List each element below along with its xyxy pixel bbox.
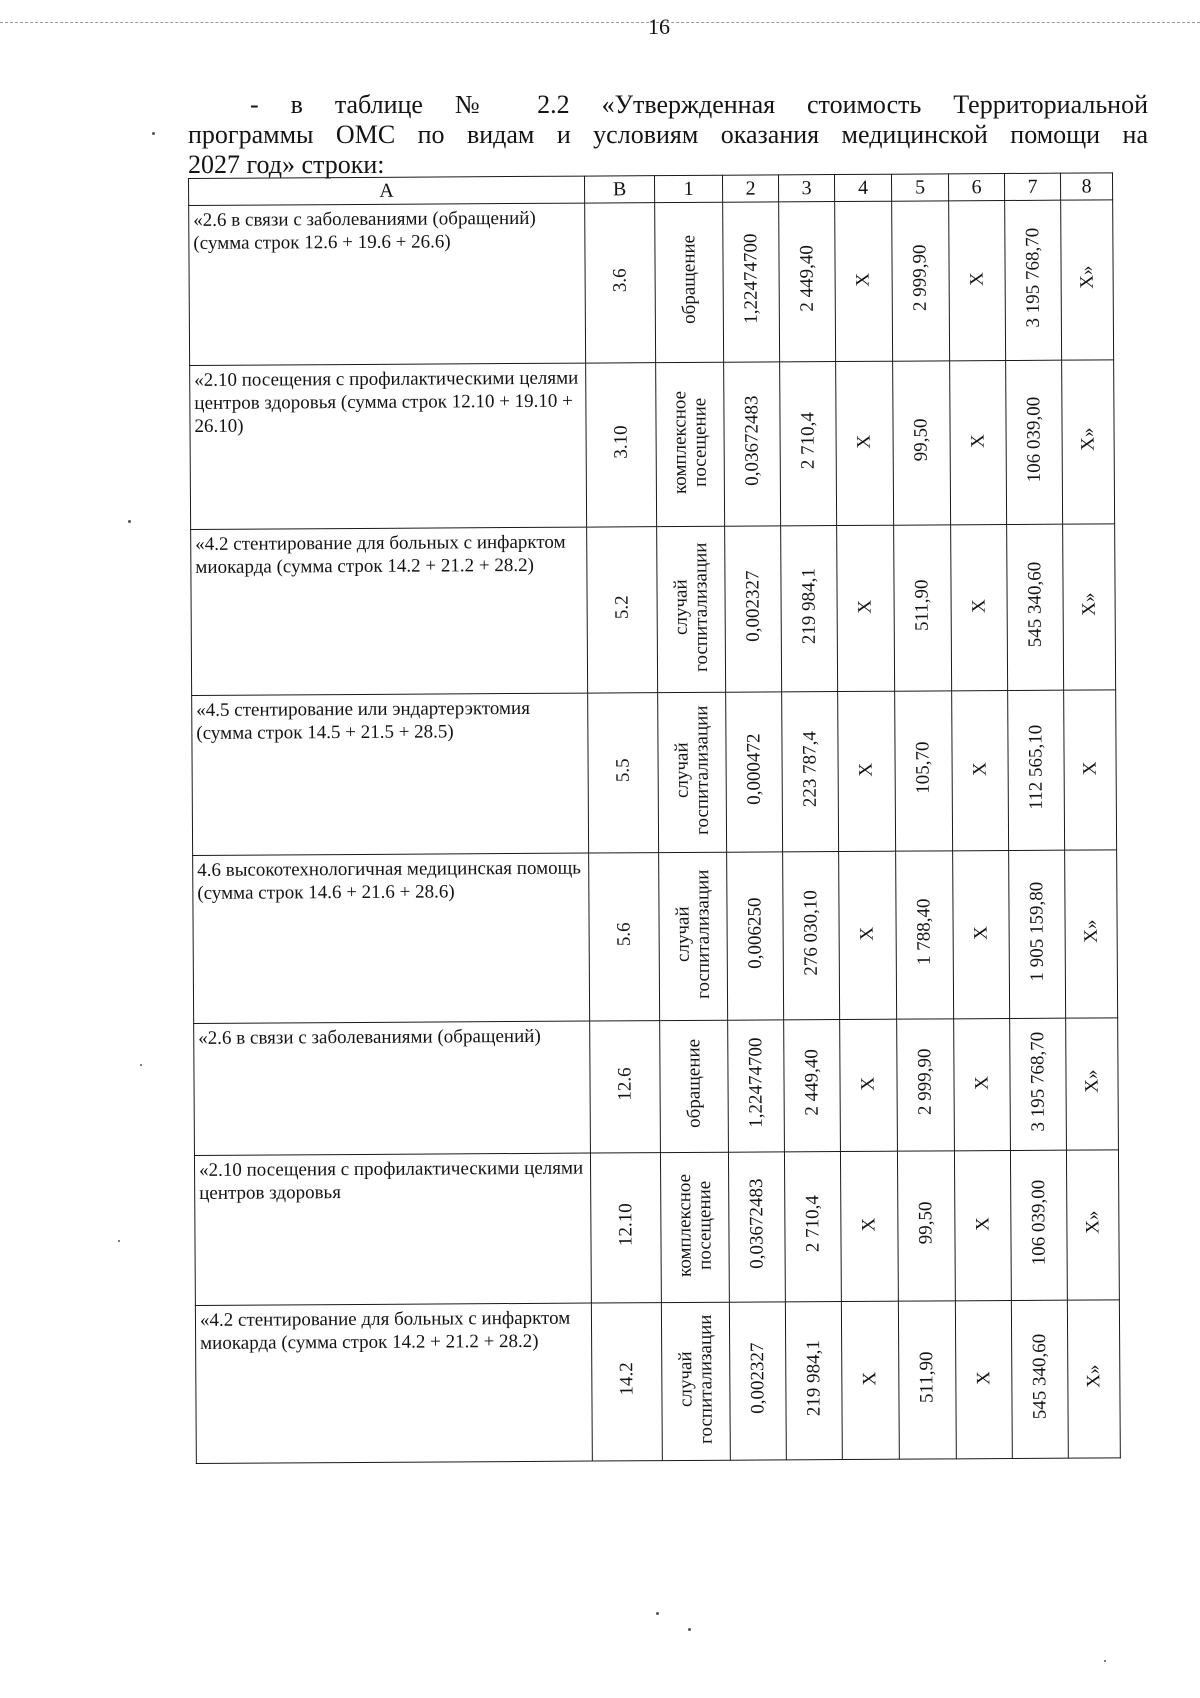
row-unit-cell — [660, 1152, 729, 1302]
row-unit: случай госпитализации — [671, 868, 714, 999]
row-value-cell — [727, 852, 784, 1020]
scan-speck — [140, 1064, 142, 1066]
table-row — [194, 1018, 1119, 1156]
row-value-cell — [838, 691, 896, 851]
row-value: 545 340,60 — [1028, 1333, 1051, 1420]
header-cell-2: 2 — [722, 175, 778, 202]
row-value-cell — [1067, 1300, 1120, 1458]
page-number: 16 — [648, 14, 670, 39]
row-code: 12.6 — [613, 1067, 636, 1101]
header-cell-b: В — [584, 176, 654, 203]
row-value-cell — [893, 361, 951, 525]
row-value: Х — [968, 598, 990, 613]
scan-speck — [152, 132, 155, 135]
row-value-cell — [896, 851, 954, 1019]
row-value: 0,000472 — [742, 733, 765, 805]
header-cell-7: 7 — [1004, 173, 1060, 200]
row-value-cell — [1007, 524, 1064, 690]
row-value-cell — [1010, 1018, 1067, 1150]
row-value-cell — [1011, 1300, 1068, 1458]
row-name: «2.10 посещения с профилактическими целями центров здоровья — [194, 1153, 591, 1305]
row-value: Х — [854, 599, 876, 614]
row-unit: случай госпитализации — [670, 704, 713, 835]
row-value: 2 710,4 — [796, 412, 819, 470]
row-value-cell — [954, 1018, 1011, 1150]
row-value: 0,002327 — [746, 1342, 769, 1414]
row-value: Х — [970, 925, 992, 940]
row-name: «2.6 в связи с заболеваниями (обращений) (сумма строк 12.6 + 19.6 + 26.6) — [189, 203, 586, 365]
row-value: 2 999,90 — [909, 244, 931, 312]
row-value-cell — [1010, 1150, 1067, 1300]
row-value: 545 340,60 — [1023, 561, 1046, 648]
row-value-cell — [783, 852, 840, 1020]
row-value-cell — [782, 692, 839, 852]
row-value: Х — [858, 1217, 880, 1232]
row-value-cell — [836, 361, 894, 525]
row-unit-cell — [656, 362, 725, 526]
row-value: 223 787,4 — [798, 730, 821, 807]
header-cell-1: 1 — [654, 175, 722, 202]
row-value-cell — [1064, 690, 1117, 850]
row-value: 1 905 159,80 — [1025, 881, 1048, 982]
row-value: Х — [971, 1075, 993, 1090]
row-value-cell — [840, 1151, 898, 1301]
row-code-cell — [588, 693, 659, 853]
row-value: Х — [855, 762, 877, 777]
row-value-cell — [835, 201, 893, 361]
row-value-cell — [1006, 360, 1063, 524]
table-row — [191, 524, 1116, 696]
row-unit-cell — [660, 1020, 729, 1152]
row-value: 219 984,1 — [797, 567, 820, 644]
intro-line-3: 2027 год» строки: — [188, 150, 385, 179]
row-value-cell — [779, 202, 836, 362]
row-value: 3 195 768,70 — [1026, 1031, 1049, 1132]
row-value-cell — [952, 691, 1009, 851]
row-value: 1,22474700 — [739, 233, 762, 325]
row-value-cell — [898, 1301, 956, 1459]
row-value-cell — [1066, 1018, 1119, 1150]
row-value-cell — [1061, 200, 1114, 360]
row-value: 511,90 — [911, 579, 933, 631]
row-code: 3.10 — [610, 425, 632, 459]
row-value: 106 039,00 — [1027, 1179, 1050, 1266]
row-value-cell — [892, 201, 950, 361]
row-code: 5.6 — [613, 921, 635, 946]
row-value-cell — [897, 1019, 955, 1151]
row-code-cell — [590, 1153, 661, 1303]
row-value: Х» — [1080, 1069, 1103, 1093]
row-unit: обращение — [677, 234, 700, 324]
row-value: 1 788,40 — [913, 898, 935, 966]
row-code-cell — [591, 1303, 662, 1461]
row-name: «4.2 стентирование для больных с инфарктом миокарда (сумма строк 14.2 + 21.2 + 28.2) — [195, 1303, 592, 1463]
row-code-cell — [586, 363, 657, 527]
table-row — [192, 690, 1117, 856]
row-value: 2 449,40 — [795, 245, 818, 313]
row-value-cell — [839, 851, 897, 1019]
row-value-cell — [950, 361, 1007, 525]
row-value: Х — [972, 1370, 994, 1385]
row-value: 106 039,00 — [1022, 396, 1045, 483]
row-value: Х — [856, 926, 878, 941]
row-value-cell — [781, 526, 838, 692]
row-value: Х — [969, 761, 991, 776]
row-value: Х» — [1082, 1364, 1104, 1388]
table-row — [189, 200, 1114, 366]
row-value-cell — [895, 691, 953, 851]
row-value-cell — [1063, 524, 1116, 690]
row-code-cell — [585, 203, 656, 363]
row-code: 14.2 — [615, 1362, 637, 1396]
row-code: 5.2 — [611, 594, 633, 619]
table-row — [190, 360, 1115, 530]
row-unit-cell — [661, 1302, 730, 1460]
scan-speck — [1104, 1660, 1106, 1662]
row-unit-cell — [658, 692, 727, 852]
row-value: Х» — [1076, 265, 1098, 289]
row-value: 276 030,10 — [799, 889, 822, 976]
row-value: 2 710,4 — [801, 1195, 824, 1253]
row-value: 0,002327 — [741, 570, 764, 642]
row-unit-cell — [657, 526, 726, 692]
row-value: Х — [853, 434, 875, 449]
row-value-cell — [949, 201, 1006, 361]
row-unit: комплексное посещение — [668, 389, 711, 494]
row-value: 511,90 — [916, 1351, 938, 1403]
header-cell-3: 3 — [778, 175, 834, 202]
row-value-cell — [953, 850, 1010, 1018]
row-value-cell — [723, 202, 780, 362]
table-row — [194, 1150, 1119, 1306]
row-unit: случай госпитализации — [674, 1313, 717, 1444]
row-value-cell — [728, 1020, 785, 1152]
row-value: Х — [967, 433, 989, 448]
intro-line-1: - в таблице № 2.2 «Утвержденная стоимость Территориальной — [250, 90, 1148, 119]
scan-top-rule — [0, 22, 1200, 23]
row-value: 3 195 768,70 — [1021, 227, 1044, 328]
row-value-cell — [894, 525, 952, 691]
row-value-cell — [784, 1020, 841, 1152]
row-value-cell — [955, 1300, 1012, 1458]
header-cell-4: 4 — [834, 174, 891, 201]
row-value-cell — [1062, 360, 1115, 524]
row-value: Х — [857, 1076, 879, 1091]
row-unit: комплексное посещение — [673, 1172, 716, 1277]
row-value: Х — [852, 272, 874, 287]
row-value: Х — [859, 1371, 881, 1386]
row-value: 2 449,40 — [800, 1049, 823, 1117]
row-value: 0,03672483 — [740, 395, 763, 487]
row-code-cell — [587, 527, 658, 693]
row-value-cell — [1065, 850, 1118, 1018]
row-value-cell — [951, 525, 1008, 691]
header-cell-5: 5 — [891, 174, 948, 201]
row-value: 2 999,90 — [914, 1048, 936, 1116]
row-value-cell — [1005, 200, 1062, 360]
row-value-cell — [840, 1019, 898, 1151]
row-value-cell — [1008, 690, 1065, 850]
row-name: «2.10 посещения с профилактическими целями центров здоровья (сумма строк 12.10 + 19.10 + 26.10) — [190, 363, 587, 529]
intro-line-2: программы ОМС по видам и условиям оказания медицинской помощи на — [188, 120, 1148, 149]
row-value: Х — [971, 1216, 993, 1231]
row-name: «4.5 стентирование или эндартерэктомия (сумма строк 14.5 + 21.5 + 28.5) — [192, 693, 589, 855]
row-value-cell — [897, 1151, 955, 1301]
row-value-cell — [728, 1152, 785, 1302]
row-value-cell — [1009, 850, 1066, 1018]
row-value: 99,50 — [915, 1201, 937, 1245]
table-row — [195, 1300, 1120, 1464]
header-cell-a: А — [189, 176, 585, 205]
row-value: 99,50 — [910, 418, 932, 462]
scan-speck — [688, 1628, 691, 1631]
row-value: Х» — [1081, 1210, 1103, 1234]
row-value-cell — [725, 526, 782, 692]
row-value-cell — [729, 1302, 786, 1460]
row-value-cell — [837, 525, 895, 691]
row-value: Х» — [1078, 592, 1100, 616]
row-unit-cell — [659, 852, 728, 1020]
row-code-cell — [589, 853, 660, 1021]
row-value-cell — [724, 362, 781, 526]
row-value-cell — [954, 1150, 1011, 1300]
row-value: Х — [1079, 761, 1101, 776]
row-code: 12.10 — [614, 1203, 637, 1247]
row-value-cell — [726, 692, 783, 852]
row-name: «2.6 в связи с заболеваниями (обращений) — [194, 1021, 591, 1155]
scan-speck — [128, 520, 131, 523]
table-row — [193, 850, 1118, 1024]
row-name: 4.6 высокотехнологичная медицинская помощь (сумма строк 14.6 + 21.6 + 28.6) — [193, 853, 590, 1023]
row-unit-cell — [655, 202, 724, 362]
row-unit: случай госпитализации — [669, 541, 712, 672]
row-value: 0,006250 — [743, 897, 766, 969]
header-cell-6: 6 — [948, 174, 1004, 201]
row-name: «4.2 стентирование для больных с инфарктом миокарда (сумма строк 14.2 + 21.2 + 28.2) — [191, 527, 588, 695]
intro-paragraph — [188, 90, 1148, 180]
row-value: Х» — [1077, 427, 1099, 451]
row-value: 1,22474700 — [744, 1037, 767, 1129]
row-unit: обращение — [682, 1038, 705, 1128]
row-value-cell — [841, 1301, 899, 1459]
header-cell-8: 8 — [1060, 173, 1112, 200]
row-code-cell — [590, 1021, 661, 1153]
cost-table — [188, 172, 1121, 1464]
row-value: Х» — [1080, 919, 1102, 943]
row-value-cell — [1066, 1150, 1119, 1300]
scan-speck — [118, 1240, 120, 1242]
row-code: 5.5 — [612, 757, 634, 782]
scan-speck — [656, 1612, 659, 1615]
row-code: 3.6 — [609, 267, 631, 292]
row-value: 219 984,1 — [802, 1339, 825, 1416]
row-value: 105,70 — [912, 741, 934, 795]
row-value: Х — [966, 271, 988, 286]
row-value-cell — [784, 1152, 841, 1302]
row-value: 112 565,10 — [1024, 724, 1047, 810]
row-value-cell — [780, 362, 837, 526]
row-value-cell — [785, 1302, 842, 1460]
row-value: 0,03672483 — [745, 1178, 768, 1270]
